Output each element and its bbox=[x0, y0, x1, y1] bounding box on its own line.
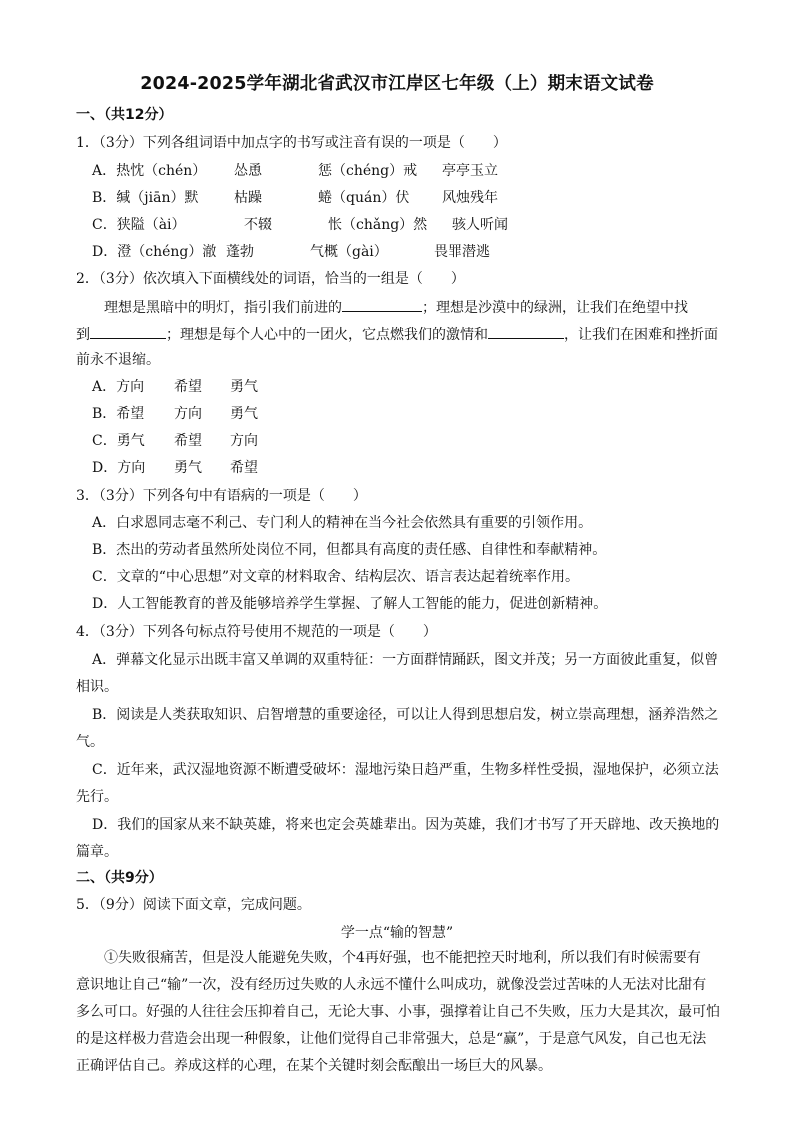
passage-line-2: 意识地让自己“输”一次，没有经历过失败的人永远不懂什么叫成功，就像没尝过苦味的人无法对比甜有 bbox=[76, 977, 707, 993]
q1-option-b bbox=[92, 189, 498, 207]
q2-text-1b: ；理想是沙漠中的绿洲，让我们在绝望中找 bbox=[422, 300, 688, 316]
q1-d-word1: D．澄（chéng）澈 bbox=[92, 244, 217, 260]
q5-stem: 5．（9分）阅读下面文章，完成问题。 bbox=[76, 897, 311, 913]
q2-stem: 2．（3分）依次填入下面横线处的词语，恰当的一组是（ ） bbox=[76, 271, 465, 287]
q2-passage-line2 bbox=[76, 324, 718, 344]
q1-b-word2: 枯躁 bbox=[234, 190, 262, 206]
q2-text-1a: 理想是黑暗中的明灯，指引我们前进的 bbox=[104, 300, 342, 316]
q2-option-a bbox=[92, 378, 258, 396]
q4-stem: 4．（3分）下列各句标点符号使用不规范的一项是（ ） bbox=[76, 624, 437, 640]
q2-option-b bbox=[92, 405, 258, 423]
passage-line-4: 的是这样极力营造会出现一种假象，让他们觉得自己非常强大，总是“赢”，于是意气风发，自己也无法 bbox=[76, 1031, 707, 1047]
q1-option-a bbox=[92, 162, 498, 180]
q4-option-d-line1: D．我们的国家从来不缺英雄，将来也定会英雄辈出。因为英雄，我们才书写了开天辟地、改天换地的 bbox=[92, 817, 720, 833]
q4-option-d-line2: 篇章。 bbox=[76, 844, 118, 860]
q2-b-1: B．希望 bbox=[92, 406, 145, 422]
q2-passage-line3: 前永不退缩。 bbox=[76, 352, 160, 368]
q2-c-1: C．勇气 bbox=[92, 433, 145, 449]
q1-a-word1: A．热忱（chén） bbox=[92, 163, 207, 179]
q2-d-1: D．方向 bbox=[92, 460, 146, 476]
q2-blank-2 bbox=[90, 324, 166, 339]
q1-b-word1: B．缄（jiān）默 bbox=[92, 190, 199, 206]
q3-stem: 3．（3分）下列各句中有语病的一项是（ ） bbox=[76, 488, 367, 504]
q2-passage-line1 bbox=[104, 297, 688, 317]
q4-option-b-line1: B．阅读是人类获取知识、启智增慧的重要途径，可以让人得到思想启发，树立崇高理想，涵养浩然之 bbox=[92, 707, 719, 723]
q4-option-c-line1: C．近年来，武汉湿地资源不断遭受破坏：湿地污染日趋严重，生物多样性受损，湿地保护，必须立法 bbox=[92, 762, 719, 778]
section-two-heading: 二、（共9分） bbox=[76, 870, 163, 886]
q1-option-c bbox=[92, 216, 508, 234]
q4-option-c-line2: 先行。 bbox=[76, 789, 118, 805]
q1-option-d bbox=[92, 243, 490, 261]
section-one-heading: 一、（共12分） bbox=[76, 107, 173, 123]
q2-text-2b: ；理想是每个人心中的一团火，它点燃我们的激情和 bbox=[166, 327, 488, 343]
q3-option-b: B．杰出的劳动者虽然所处岗位不同，但都具有高度的责任感、自律性和奉献精神。 bbox=[92, 542, 607, 558]
q4-option-a-line2: 相识。 bbox=[76, 679, 118, 695]
q2-d-3: 希望 bbox=[230, 460, 258, 476]
q1-b-word4: 风烛残年 bbox=[442, 190, 498, 206]
q2-a-2: 希望 bbox=[174, 379, 202, 395]
q3-option-a: A．白求恩同志毫不利己、专门利人的精神在当今社会依然具有重要的引领作用。 bbox=[92, 515, 593, 531]
q2-blank-1 bbox=[342, 297, 422, 312]
q1-b-word3: 蜷（quán）伏 bbox=[318, 190, 410, 206]
q2-blank-3 bbox=[488, 324, 564, 339]
q1-d-word3: 气概（gài） bbox=[310, 244, 388, 260]
q1-c-word3: 怅（chǎng）然 bbox=[328, 217, 428, 233]
q3-option-d: D．人工智能教育的普及能够培养学生掌握、了解人工智能的能力，促进创新精神。 bbox=[92, 596, 608, 612]
q1-stem: 1．（3分）下列各组词语中加点字的书写或注音有误的一项是（ ） bbox=[76, 135, 507, 151]
passage-title: 学一点“输的智慧” bbox=[340, 925, 454, 941]
passage-line-3: 多么可口。好强的人往往会压抑着自己，无论大事、小事，强撑着让自己不失败，压力大是其次，最可怕 bbox=[76, 1004, 720, 1020]
q2-text-2c: ，让我们在困难和挫折面 bbox=[564, 327, 718, 343]
q2-option-c bbox=[92, 432, 258, 450]
q2-b-2: 方向 bbox=[174, 406, 202, 422]
q1-a-word3: 惩（chéng）戒 bbox=[318, 163, 418, 179]
q1-d-word2: 蓬勃 bbox=[226, 244, 254, 260]
q2-a-1: A．方向 bbox=[92, 379, 145, 395]
q1-c-word2: 不辍 bbox=[244, 217, 272, 233]
q1-c-word4: 骇人听闻 bbox=[452, 217, 508, 233]
q2-option-d bbox=[92, 459, 258, 477]
q1-d-word4: 畏罪潜逃 bbox=[434, 244, 490, 260]
passage-line-5: 正确评估自己。养成这样的心理，在某个关键时刻会酝酿出一场巨大的风暴。 bbox=[76, 1058, 552, 1074]
q1-a-word2: 怂恿 bbox=[234, 163, 262, 179]
q2-c-3: 方向 bbox=[230, 433, 258, 449]
q4-option-b-line2: 气。 bbox=[76, 734, 104, 750]
passage-line-1: ①失败很痛苦，但是没人能避免失败，个4再好强，也不能把控天时地利，所以我们有时候需要有 bbox=[104, 950, 701, 966]
q2-c-2: 希望 bbox=[174, 433, 202, 449]
q3-option-c: C．文章的“中心思想”对文章的材料取舍、结构层次、语言表达起着统率作用。 bbox=[92, 569, 580, 585]
q1-a-word4: 亭亭玉立 bbox=[442, 163, 498, 179]
q4-option-a-line1: A．弹幕文化显示出既丰富又单调的双重特征：一方面群情踊跃，图文并茂；另一方面彼此重复，似曾 bbox=[92, 652, 719, 668]
q2-a-3: 勇气 bbox=[230, 379, 258, 395]
q2-d-2: 勇气 bbox=[174, 460, 202, 476]
exam-title: 2024-2025学年湖北省武汉市江岸区七年级（上）期末语文试卷 bbox=[140, 74, 654, 94]
q1-c-word1: C．狭隘（ài） bbox=[92, 217, 186, 233]
q2-text-2a: 到 bbox=[76, 327, 90, 343]
q2-b-3: 勇气 bbox=[230, 406, 258, 422]
